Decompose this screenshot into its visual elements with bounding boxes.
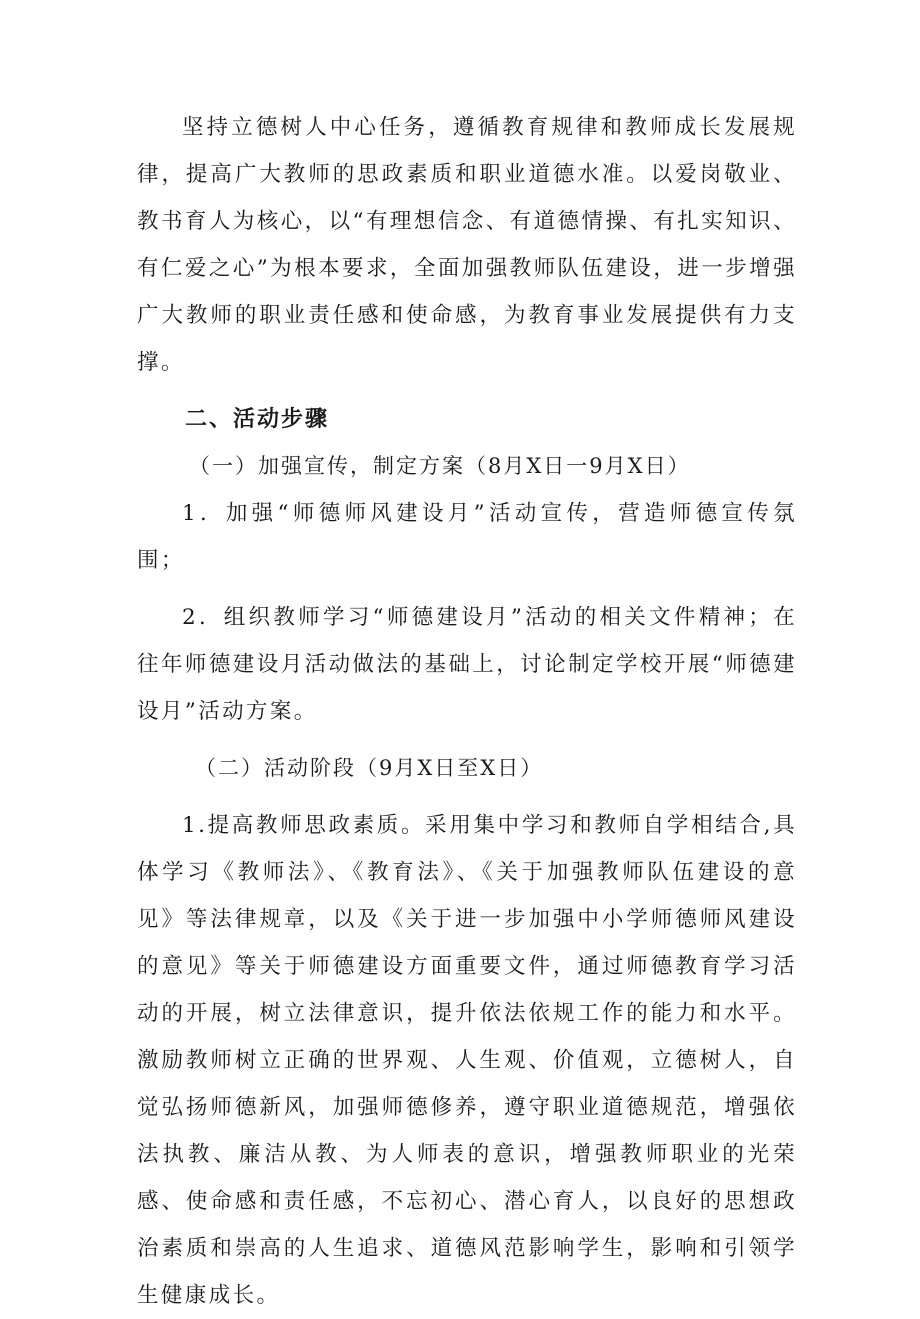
phase1-title: （一）加强宣传，制定方案（8月X日一9月X日） [189, 454, 691, 478]
phase1-item2: 2．组织教师学习“师德建设月”活动的相关文件精神；在往年师德建设月活动做法的基础上，讨论制定学校开展“师德建设月”活动方案。 [137, 605, 797, 724]
phase2-title: （二）活动阶段（9月X日至X日） [195, 756, 544, 780]
intro-paragraph: 坚持立德树人中心任务，遵循教育规律和教师成长发展规律，提高广大教师的思政素质和职业道德水准。以爱岗敬业、教书育人为核心，以“有理想信念、有道德情操、有扎实知识、有仁爱之心”为根本要求，全面加强教师队伍建设，进一步增强广大教师的职业责任感和使命感，为教育事业发展提供有力支撑。 [137, 115, 797, 375]
phase2-item1: 1.提高教师思政素质。采用集中学习和教师自学相结合,具体学习《教师法》、《教育法》、《关于加强教师队伍建设的意见》等法律规章，以及《关于进一步加强中小学师德师风建设的意见》等关于师德建设方面重要文件，通过师德教育学习活动的开展，树立法律意识，提升依法依规工作的能力和水平。激励教师树立正确的世界观、人生观、价值观，立德树人，自觉弘扬师德新风，加强师德修养，遵守职业道德规范，增强依法执教、廉洁从教、为人师表的意识，增强教师职业的光荣感、使命感和责任感，不忘初心、潜心育人，以良好的思想政治素质和崇高的人生追求、道德风范影响学生，影响和引领学生健康成长。 [137, 813, 797, 1308]
document-page [137, 104, 797, 1319]
section-heading: 二、活动步骤 [185, 407, 330, 432]
phase1-item1: 1．加强“师德师风建设月”活动宣传，营造师德宣传氛围； [137, 501, 797, 573]
